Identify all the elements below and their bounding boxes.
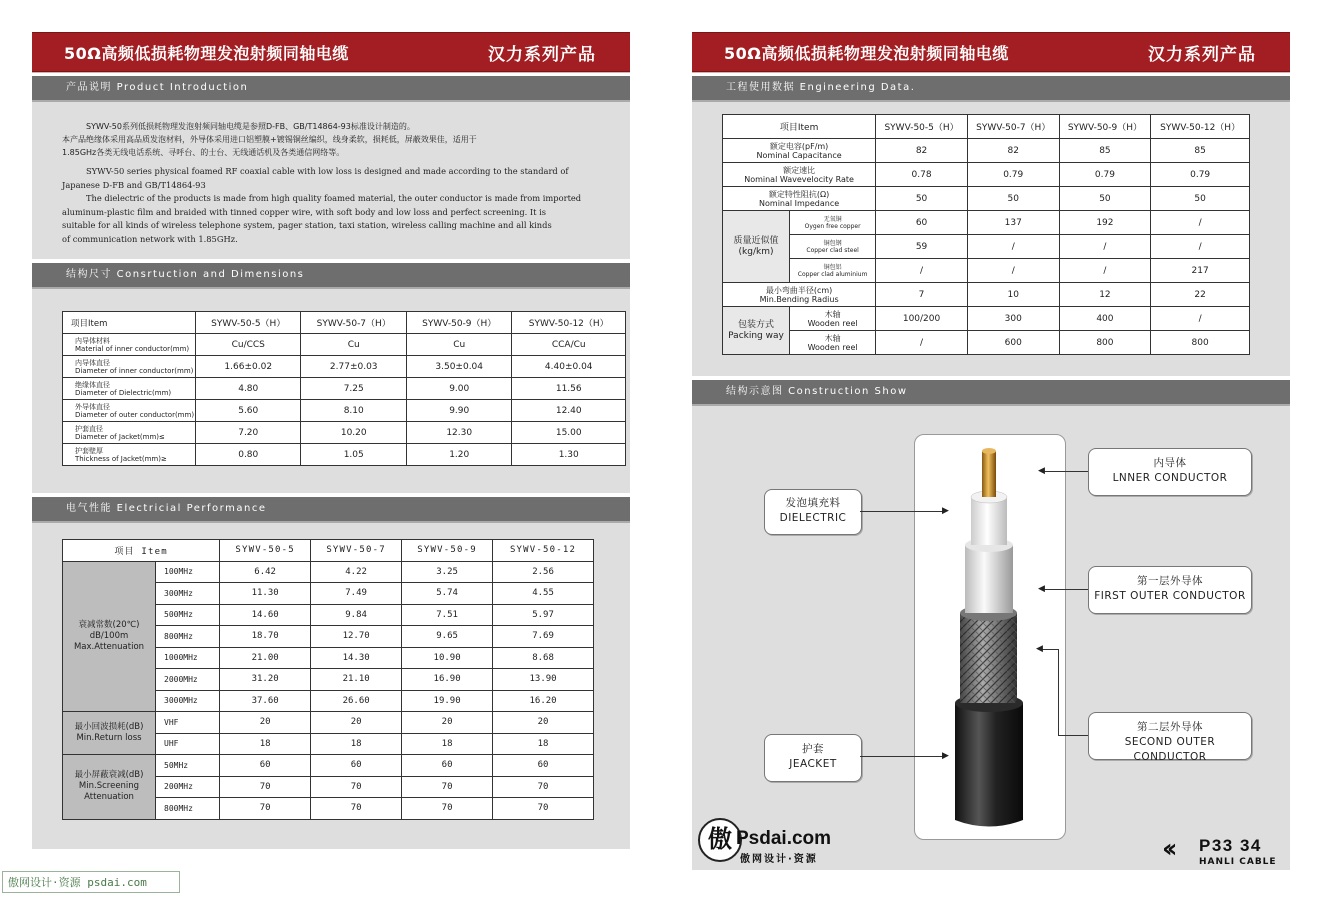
section-construction-header: 结构尺寸 Consrtuction and Dimensions <box>32 263 630 289</box>
table-cell: 0.80 <box>196 444 301 466</box>
left-title-bar <box>32 32 630 72</box>
intro-en-line: SYWV-50 series physical foamed RF coaxial cable with low loss is designed and made according to the standard of <box>86 166 569 176</box>
table-cell: 16.90 <box>402 669 493 691</box>
row-sublabel: 铜包钢 Copper clad steel <box>790 235 876 259</box>
table-cell: 5.60 <box>196 400 301 422</box>
table-cell: 70 <box>311 798 402 820</box>
table-cell: 7.51 <box>402 604 493 626</box>
table-cell: 0.79 <box>967 163 1059 187</box>
freq-cell: 1000MHz <box>156 647 220 669</box>
table-cell: 5.74 <box>402 583 493 605</box>
freq-cell: 100MHz <box>156 561 220 583</box>
table-header-cell: SYWV-50-9（H） <box>406 312 511 334</box>
table-row <box>723 163 1250 187</box>
freq-cell: 300MHz <box>156 583 220 605</box>
table-cell: 60 <box>220 755 311 777</box>
table-cell: 10 <box>967 283 1059 307</box>
table-cell: 2.77±0.03 <box>301 356 406 378</box>
table-header-cell: SYWV-50-7（H） <box>967 115 1059 139</box>
intro-en-line: Japanese D-FB and GB/T14864-93 <box>62 179 206 190</box>
intro-en-line: The dielectric of the products is made from high quality foamed material, the outer conductor is made from imported <box>86 193 582 203</box>
table-cell: 10.90 <box>402 647 493 669</box>
table-cell: 600 <box>967 331 1059 355</box>
table-header-cell: SYWV-50-5 <box>220 540 311 562</box>
table-cell: 11.56 <box>512 378 626 400</box>
callout-first-outer: 第一层外导体 FIRST OUTER CONDUCTOR <box>1088 566 1252 614</box>
table-cell: / <box>1151 235 1250 259</box>
table-cell: Cu <box>406 334 511 356</box>
row-label: 最小弯曲半径(cm) Min.Bending Radius <box>723 283 876 307</box>
table-cell: / <box>1059 235 1151 259</box>
logo-text: Psdai.com <box>736 828 832 849</box>
table-cell: Cu/CCS <box>196 334 301 356</box>
table-cell: 16.20 <box>493 690 594 712</box>
table-cell: 0.78 <box>876 163 968 187</box>
return-loss-group-label: 最小回波损耗(dB) Min.Return loss <box>63 712 156 755</box>
table-cell: 70 <box>493 776 594 798</box>
intro-en-line: of communication network with 1.85GHz. <box>62 233 238 244</box>
row-label: 额定特性阻抗(Ω) Nominal Impedance <box>723 187 876 211</box>
table-cell: 60 <box>402 755 493 777</box>
table-cell: 13.90 <box>493 669 594 691</box>
table-cell: 82 <box>967 139 1059 163</box>
arrow-head-icon: ▶ <box>942 751 949 761</box>
table-cell: / <box>1059 259 1151 283</box>
logo-icon: 傲 <box>698 818 742 862</box>
table-cell: 3.50±0.04 <box>406 356 511 378</box>
table-header-cell: 项目 Item <box>63 540 220 562</box>
table-cell: 15.00 <box>512 422 626 444</box>
freq-cell: UHF <box>156 733 220 755</box>
table-cell: / <box>967 259 1059 283</box>
table-cell: 12.30 <box>406 422 511 444</box>
freq-cell: 2000MHz <box>156 669 220 691</box>
table-cell: CCA/Cu <box>512 334 626 356</box>
arrow-second <box>1058 735 1088 736</box>
table-cell: 18.70 <box>220 626 311 648</box>
table-row <box>63 444 626 466</box>
electrical-panel <box>32 523 630 849</box>
table-cell: 9.00 <box>406 378 511 400</box>
intro-panel <box>32 102 630 259</box>
screening-group-label: 最小屏蔽衰减(dB) Min.Screening Attenuation <box>63 755 156 820</box>
callout-inner-conductor: 内导体 LNNER CONDUCTOR <box>1088 448 1252 496</box>
table-cell: 3.25 <box>402 561 493 583</box>
table-cell: 20 <box>493 712 594 734</box>
table-cell: 9.90 <box>406 400 511 422</box>
logo-subtext: 傲网设计·资源 <box>740 854 818 865</box>
intro-cn-line: SYWV-50系列低损耗物理发泡射频同轴电缆是参照D-FB、GB/T14864-93标准设计制造的。 <box>86 122 415 131</box>
table-cell: 18 <box>402 733 493 755</box>
table-cell: 70 <box>311 776 402 798</box>
table-cell: 7 <box>876 283 968 307</box>
table-row <box>723 187 1250 211</box>
table-cell: 217 <box>1151 259 1250 283</box>
packing-group-label: 包装方式 Packing way <box>723 307 790 355</box>
construction-panel <box>32 289 630 493</box>
table-row <box>63 422 626 444</box>
table-cell: 50 <box>967 187 1059 211</box>
left-page <box>32 32 630 849</box>
table-cell: 300 <box>967 307 1059 331</box>
row-label: 内导体直径 Diameter of inner conductor(mm) <box>63 356 196 378</box>
table-cell: 21.10 <box>311 669 402 691</box>
table-cell: 14.30 <box>311 647 402 669</box>
row-label: 内导体材料 Material of inner conductor(mm) <box>63 334 196 356</box>
table-cell: Cu <box>301 334 406 356</box>
table-cell: 70 <box>493 798 594 820</box>
row-sublabel: 木轴 Wooden reel <box>790 307 876 331</box>
table-cell: / <box>1151 307 1250 331</box>
freq-cell: 800MHz <box>156 798 220 820</box>
table-cell: 14.60 <box>220 604 311 626</box>
chevron-left-icon: ‹‹ <box>1162 834 1172 864</box>
table-header-row <box>63 540 594 562</box>
table-cell: 59 <box>876 235 968 259</box>
arrow-head-icon: ◀ <box>1038 584 1045 594</box>
table-header-cell: SYWV-50-12 <box>493 540 594 562</box>
table-row <box>723 259 1250 283</box>
table-cell: / <box>1151 211 1250 235</box>
arrow-inner <box>1042 471 1088 472</box>
row-sublabel: 无氧铜 Oygen free copper <box>790 211 876 235</box>
table-header-cell: SYWV-50-12（H） <box>512 312 626 334</box>
table-cell: 1.05 <box>301 444 406 466</box>
table-cell: 137 <box>967 211 1059 235</box>
table-row <box>63 400 626 422</box>
table-cell: 18 <box>493 733 594 755</box>
callout-second-outer: 第二层外导体 SECOND OUTER CONDUCTOR <box>1088 712 1252 760</box>
freq-cell: VHF <box>156 712 220 734</box>
intro-en-line: suitable for all kinds of wireless telephone system, pager station, taxi station, wireless calling machine and all kinds <box>62 220 552 230</box>
row-label: 绝缘体直径 Diameter of Dielectric(mm) <box>63 378 196 400</box>
section-electrical-header: 电气性能 Electricial Performance <box>32 497 630 523</box>
arrow-head-icon: ◀ <box>1038 466 1045 476</box>
table-header-cell: SYWV-50-9（H） <box>1059 115 1151 139</box>
table-header-cell: 项目Item <box>63 312 196 334</box>
table-cell: 6.42 <box>220 561 311 583</box>
table-cell: 7.69 <box>493 626 594 648</box>
table-cell: 19.90 <box>402 690 493 712</box>
table-cell: 100/200 <box>876 307 968 331</box>
table-cell: 70 <box>220 776 311 798</box>
table-cell: 12.70 <box>311 626 402 648</box>
table-cell: 800 <box>1059 331 1151 355</box>
table-row <box>723 307 1250 331</box>
arrow-second-vertical <box>1058 649 1059 735</box>
table-cell: 37.60 <box>220 690 311 712</box>
table-cell: 60 <box>876 211 968 235</box>
table-cell: 1.30 <box>512 444 626 466</box>
left-brand-title: 汉力系列产品 <box>488 45 596 65</box>
table-cell: 82 <box>876 139 968 163</box>
table-cell: 70 <box>220 798 311 820</box>
row-label: 外导体直径 Diameter of outer conductor(mm) <box>63 400 196 422</box>
table-header-cell: SYWV-50-5（H） <box>876 115 968 139</box>
table-cell: / <box>876 259 968 283</box>
table-cell: 12.40 <box>512 400 626 422</box>
table-header-cell: SYWV-50-9 <box>402 540 493 562</box>
callout-jacket: 护套 JEACKET <box>764 734 862 782</box>
coaxial-cable-illustration <box>915 435 1065 839</box>
arrow-dielectric <box>860 511 946 512</box>
left-page-title: 50Ω高频低损耗物理发泡射频同轴电缆 <box>64 44 349 63</box>
page-brand: HANLI CABLE <box>1199 857 1277 867</box>
row-label: 护套壁厚 Thickness of Jacket(mm)≥ <box>63 444 196 466</box>
table-cell: 800 <box>1151 331 1250 355</box>
table-cell: 9.65 <box>402 626 493 648</box>
table-header-row <box>63 312 626 334</box>
table-cell: 4.80 <box>196 378 301 400</box>
table-cell: 21.00 <box>220 647 311 669</box>
table-cell: 20 <box>220 712 311 734</box>
table-cell: 20 <box>311 712 402 734</box>
intro-cn-line: 1.85GHz各类无线电话系统、寻呼台、的士台、无线通话机及各类通信网络等。 <box>62 148 345 157</box>
construction-show-panel <box>692 406 1290 870</box>
table-cell: 12 <box>1059 283 1151 307</box>
table-cell: 7.49 <box>311 583 402 605</box>
table-row <box>723 211 1250 235</box>
table-cell: 0.79 <box>1059 163 1151 187</box>
engineering-panel <box>692 102 1290 376</box>
table-cell: 5.97 <box>493 604 594 626</box>
table-cell: 60 <box>311 755 402 777</box>
right-page <box>692 32 1290 870</box>
table-row <box>63 561 594 583</box>
table-cell: 4.22 <box>311 561 402 583</box>
arrow-head-icon: ▶ <box>942 506 949 516</box>
table-row <box>63 378 626 400</box>
row-sublabel: 铜包铝 Copper clad aluminium <box>790 259 876 283</box>
table-header-row <box>723 115 1250 139</box>
callout-dielectric: 发泡填充料 DIELECTRIC <box>764 489 862 535</box>
right-page-title: 50Ω高频低损耗物理发泡射频同轴电缆 <box>724 44 1009 63</box>
engineering-table <box>722 114 1250 355</box>
table-header-cell: SYWV-50-7 <box>311 540 402 562</box>
section-show-header: 结构示意图 Construction Show <box>692 380 1290 406</box>
table-cell: 4.55 <box>493 583 594 605</box>
table-cell: 9.84 <box>311 604 402 626</box>
table-cell: 10.20 <box>301 422 406 444</box>
table-cell: 50 <box>1151 187 1250 211</box>
table-cell: 1.66±0.02 <box>196 356 301 378</box>
table-row <box>723 235 1250 259</box>
table-cell: 1.20 <box>406 444 511 466</box>
freq-cell: 3000MHz <box>156 690 220 712</box>
table-header-cell: 项目Item <box>723 115 876 139</box>
freq-cell: 50MHz <box>156 755 220 777</box>
cable-card <box>914 434 1066 840</box>
table-cell: / <box>876 331 968 355</box>
row-label: 额定电容(pF/m) Nominal Capacitance <box>723 139 876 163</box>
page-number: P33 34 <box>1199 836 1262 855</box>
construction-table <box>62 311 626 466</box>
electrical-table <box>62 539 594 820</box>
table-cell: 7.20 <box>196 422 301 444</box>
table-cell: 4.40±0.04 <box>512 356 626 378</box>
table-cell: 85 <box>1151 139 1250 163</box>
section-intro-header: 产品说明 Product Introduction <box>32 76 630 102</box>
freq-cell: 200MHz <box>156 776 220 798</box>
table-cell: 0.79 <box>1151 163 1250 187</box>
row-label: 额定速比 Nominal Wavevelocity Rate <box>723 163 876 187</box>
table-cell: 8.10 <box>301 400 406 422</box>
table-cell: / <box>967 235 1059 259</box>
arrow-first <box>1042 589 1088 590</box>
right-title-bar <box>692 32 1290 72</box>
table-cell: 20 <box>402 712 493 734</box>
table-row <box>723 331 1250 355</box>
table-cell: 18 <box>311 733 402 755</box>
table-cell: 22 <box>1151 283 1250 307</box>
table-cell: 18 <box>220 733 311 755</box>
table-cell: 11.30 <box>220 583 311 605</box>
table-row <box>63 755 594 777</box>
attenuation-group-label: 衰减常数(20℃) dB/100m Max.Attenuation <box>63 561 156 712</box>
table-header-cell: SYWV-50-12（H） <box>1151 115 1250 139</box>
table-cell: 8.68 <box>493 647 594 669</box>
weight-group-label: 质量近似值 (kg/km) <box>723 211 790 283</box>
watermark: 傲网设计·资源 psdai.com <box>2 871 180 893</box>
table-row <box>63 334 626 356</box>
freq-cell: 800MHz <box>156 626 220 648</box>
table-cell: 50 <box>1059 187 1151 211</box>
intro-en-line: aluminum-plastic film and braided with tinned copper wire, with soft body and low loss and perfect screening. It is <box>62 206 547 217</box>
intro-cn-line: 本产品绝缘体采用高品质发泡材料，外导体采用进口铝塑膜+镀锡铜丝编织，线身柔软，损耗低，屏蔽效果佳，适用于 <box>62 135 477 144</box>
table-cell: 2.56 <box>493 561 594 583</box>
table-cell: 192 <box>1059 211 1151 235</box>
arrow-jacket <box>860 756 946 757</box>
table-header-cell: SYWV-50-5（H） <box>196 312 301 334</box>
table-cell: 50 <box>876 187 968 211</box>
table-cell: 70 <box>402 798 493 820</box>
row-sublabel: 木轴 Wooden reel <box>790 331 876 355</box>
table-row <box>63 356 626 378</box>
row-label: 护套直径 Diameter of Jacket(mm)≤ <box>63 422 196 444</box>
freq-cell: 500MHz <box>156 604 220 626</box>
table-cell: 60 <box>493 755 594 777</box>
table-cell: 400 <box>1059 307 1151 331</box>
table-header-cell: SYWV-50-7（H） <box>301 312 406 334</box>
table-row <box>723 139 1250 163</box>
table-cell: 70 <box>402 776 493 798</box>
table-cell: 85 <box>1059 139 1151 163</box>
right-brand-title: 汉力系列产品 <box>1148 45 1256 65</box>
table-cell: 31.20 <box>220 669 311 691</box>
arrow-head-icon: ◀ <box>1036 644 1043 654</box>
table-row <box>63 712 594 734</box>
table-row <box>723 283 1250 307</box>
section-engineering-header: 工程使用数据 Engineering Data. <box>692 76 1290 102</box>
table-cell: 7.25 <box>301 378 406 400</box>
table-cell: 26.60 <box>311 690 402 712</box>
